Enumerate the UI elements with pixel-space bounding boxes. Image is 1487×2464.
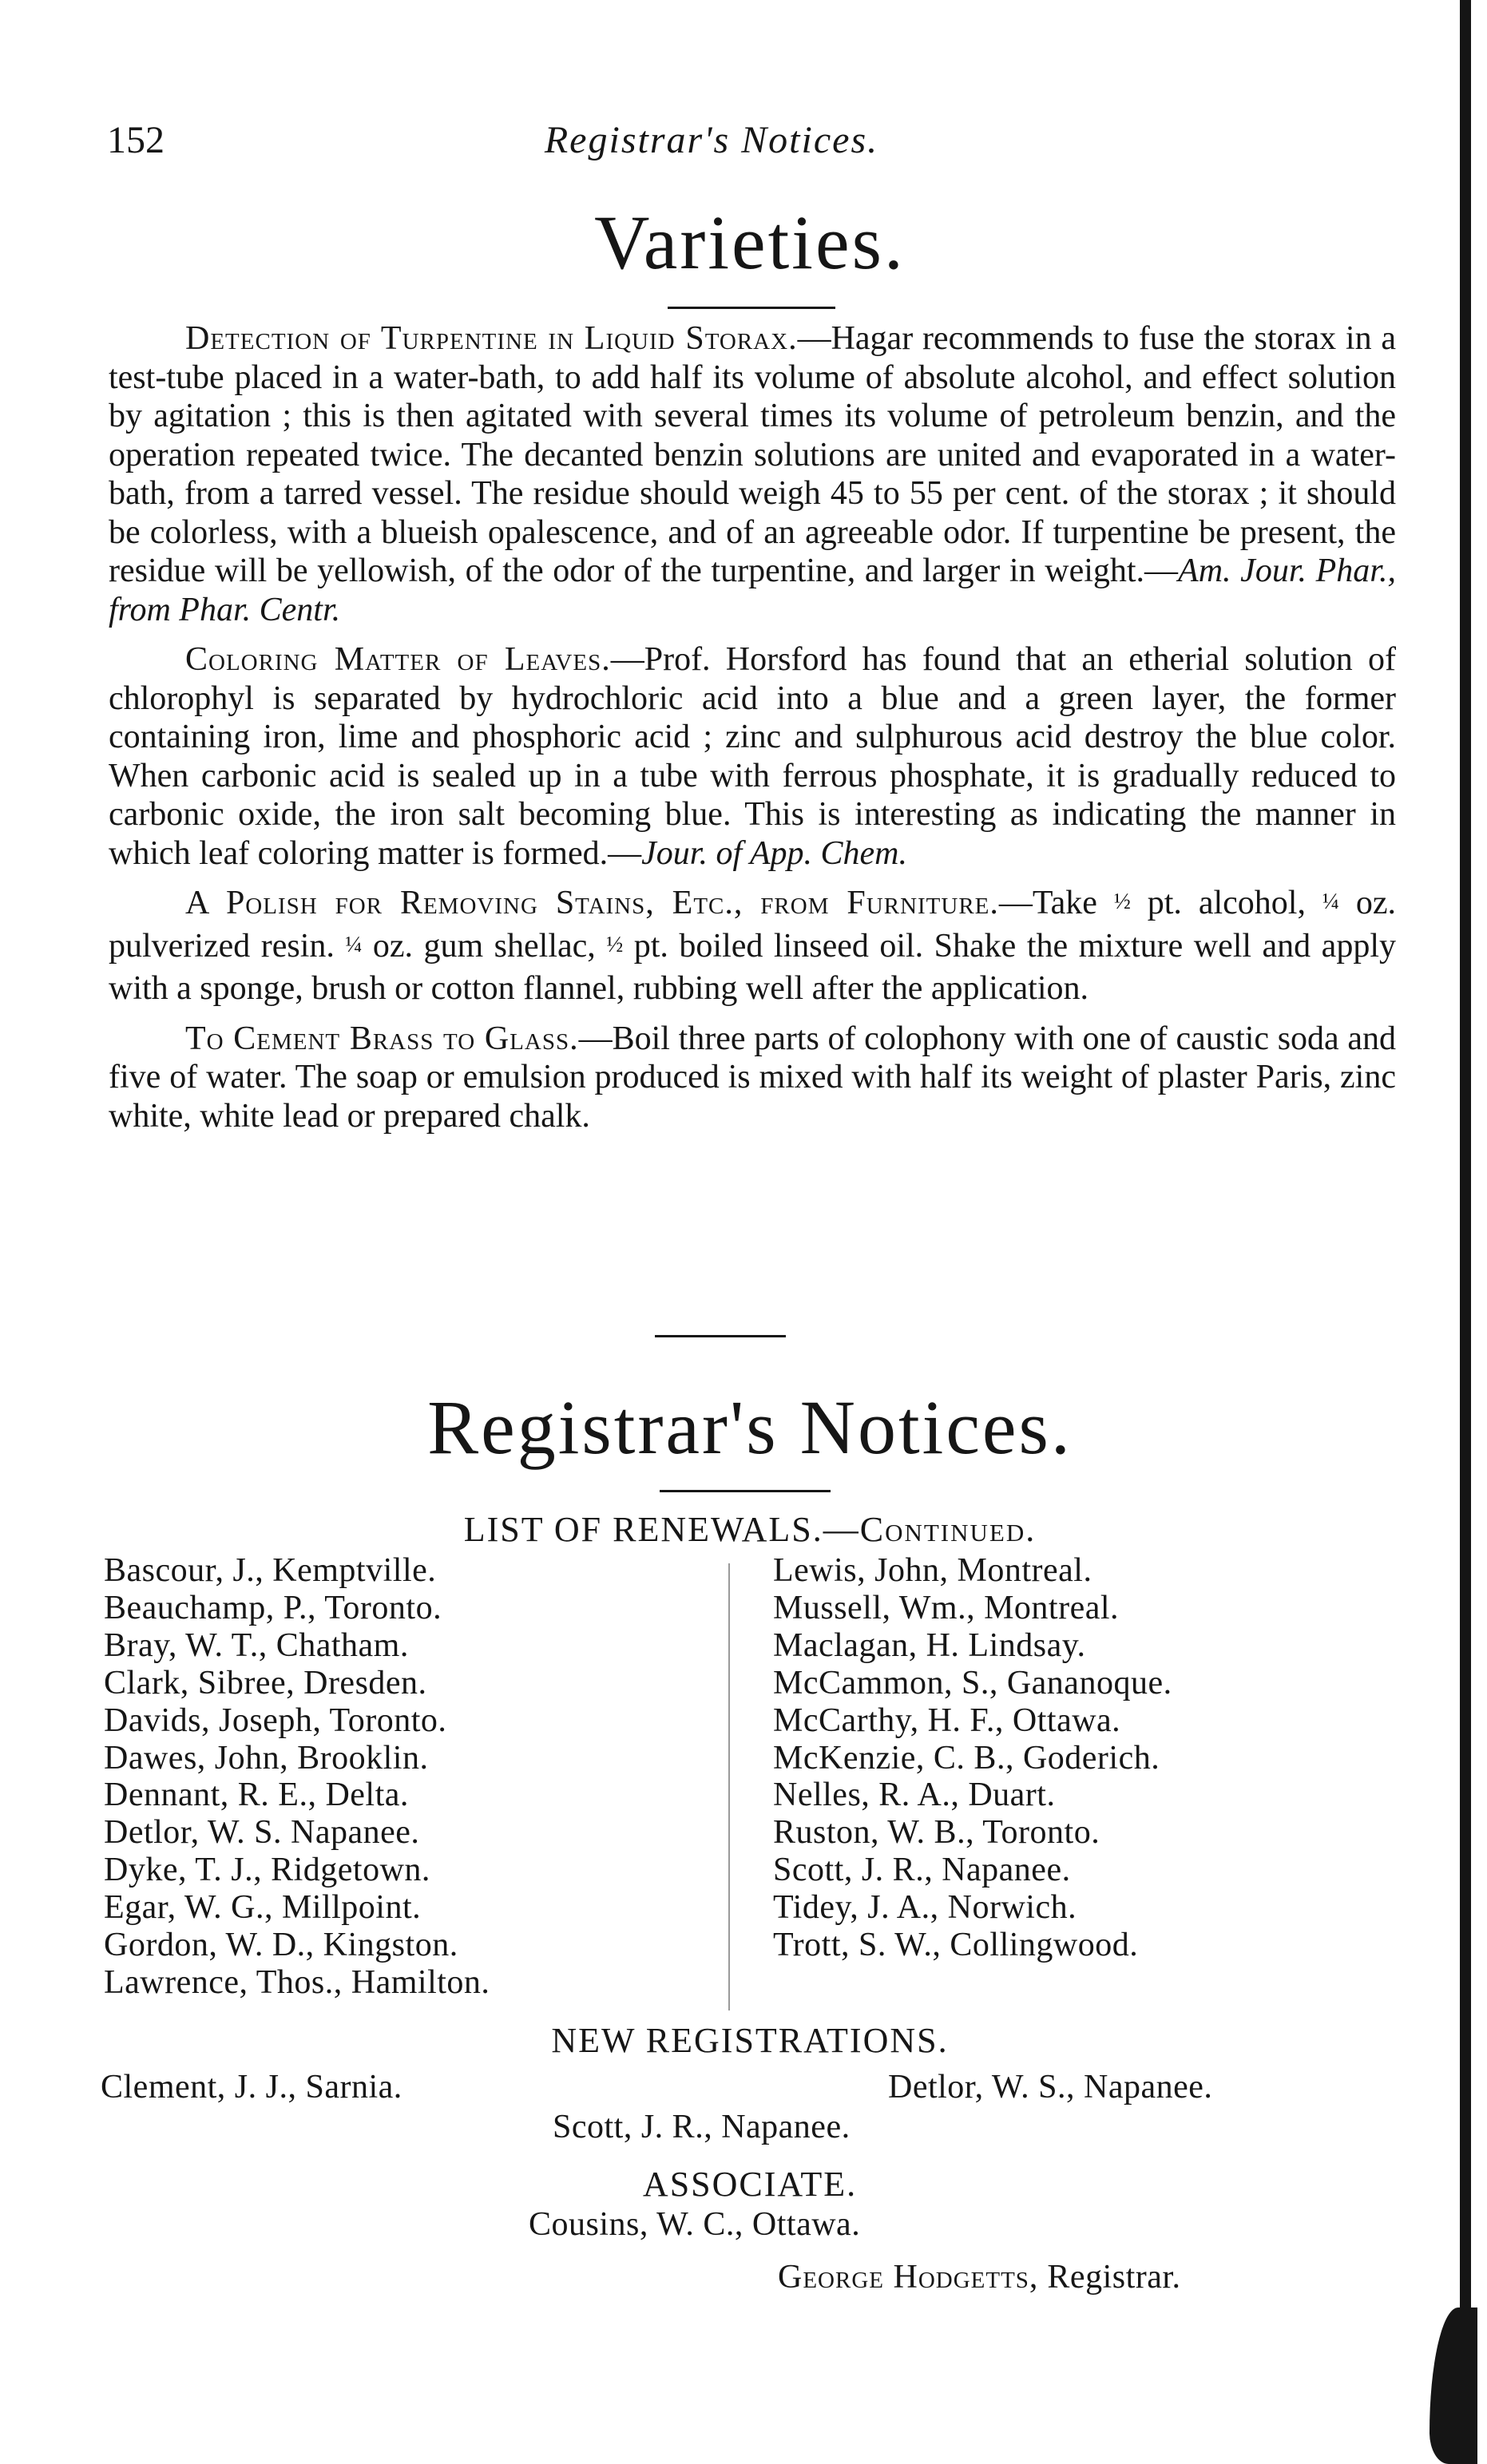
article-body: oz. pulverized resin. <box>109 885 1396 965</box>
article-source: Am. Jour. Phar., from Phar. Centr. <box>109 553 1396 628</box>
article-heading: Coloring Matter of Leaves. <box>185 641 611 678</box>
article-heading: Detection of Turpentine in Liquid Storax. <box>185 320 798 357</box>
signature-role: Registrar. <box>1038 2259 1181 2296</box>
article-body: oz. gum shellac, <box>362 927 607 965</box>
list-item: Dyke, T. J., Ridgetown. <box>104 1852 430 1889</box>
list-item: Egar, W. G., Millpoint. <box>104 1889 422 1927</box>
new-registrations-heading: NEW REGISTRATIONS. <box>551 2021 949 2060</box>
column-divider <box>728 1563 730 2010</box>
new-registration-entry: Clement, J. J., Sarnia. <box>101 2069 402 2105</box>
fraction: ½ <box>606 932 624 957</box>
list-item: McCarthy, H. F., Ottawa. <box>773 1701 1121 1739</box>
list-item: Dennant, R. E., Delta. <box>104 1777 409 1814</box>
list-item: McKenzie, C. B., Goderich. <box>773 1739 1160 1777</box>
list-item: Maclagan, H. Lindsay. <box>773 1626 1086 1664</box>
article-polish <box>109 884 1396 1008</box>
renewals-heading <box>107 1509 1393 1550</box>
associate-entry: Cousins, W. C., Ottawa. <box>529 2206 861 2243</box>
article-source: Jour. of App. Chem. <box>641 834 908 872</box>
renewals-heading-text: LIST OF RENEWALS. <box>463 1510 823 1549</box>
list-item: Nelles, R. A., Duart. <box>773 1777 1056 1814</box>
list-item: McCammon, S., Gananoque. <box>773 1664 1172 1701</box>
list-item: Mussell, Wm., Montreal. <box>773 1589 1120 1626</box>
article-turpentine <box>109 319 1396 629</box>
signature-name: George Hodgetts, <box>778 2259 1039 2296</box>
list-item: Ruston, W. B., Toronto. <box>773 1814 1100 1852</box>
title-rule <box>668 307 835 309</box>
page-edge-shadow <box>1460 0 1471 2464</box>
list-item: Gordon, W. D., Kingston. <box>104 1927 458 1964</box>
list-item: Davids, Joseph, Toronto. <box>104 1701 447 1739</box>
article-body: —Prof. Horsford has found that an etherial solution of chlorophyl is separated by hydrochloric acid into a blue and a green layer, the former containing iron, lime and phosphoric acid ; zinc and sulphurous acid destroy the blue color. When carbonic acid is sealed up in a tube with ferrous phosphate, it is gradually reduced to carbonic oxide, the iron salt becoming blue. This is interesting as indicating the manner in which leaf coloring matter is formed.— <box>109 641 1396 872</box>
fraction: ¼ <box>345 932 363 957</box>
new-registration-entry: Scott, J. R., Napanee. <box>553 2109 851 2145</box>
fraction: ¼ <box>1322 889 1339 914</box>
title-rule <box>660 1490 831 1492</box>
renewals-left-column <box>104 1552 490 2002</box>
article-body: —Boil three parts of colophony with one of caustic soda and five of water. The soap or emulsion produced is mixed with half its weight of plaster Paris, zinc white, white lead or prepared chalk. <box>109 1020 1397 1135</box>
page-edge-blot <box>1430 2308 1477 2464</box>
varieties-title: Varieties. <box>594 200 906 285</box>
varieties-articles <box>109 319 1396 1147</box>
list-item: Beauchamp, P., Toronto. <box>104 1589 442 1626</box>
section-rule <box>655 1335 786 1337</box>
notices-title: Registrar's Notices. <box>427 1385 1073 1470</box>
renewals-right-column <box>773 1552 1172 1964</box>
page-number: 152 <box>107 119 165 161</box>
list-item: Clark, Sibree, Dresden. <box>104 1664 427 1701</box>
article-body: —Hagar recommends to fuse the storax in a test-tube placed in a water-bath, to add half its volume of absolute alcohol, and effect solution by agitation ; this is then agitated with several times its volume of petroleum benzin, and the operation repeated twice. The decanted benzin solutions are united and evaporated in a water-bath, from a tarred vessel. The residue should weigh 45 to 55 per cent. of the storax ; it should be colorless, with a blueish opalescence, and of an agreeable odor. If turpentine be present, the residue will be yellowish, of the odor of the turpentine, and larger in weight.— <box>109 320 1396 589</box>
page-header <box>107 118 1316 174</box>
new-registration-entry: Detlor, W. S., Napanee. <box>888 2069 1213 2105</box>
fraction: ½ <box>1113 889 1131 914</box>
article-heading: To Cement Brass to Glass. <box>185 1020 579 1057</box>
article-leaves <box>109 640 1396 873</box>
list-item: Lewis, John, Montreal. <box>773 1552 1092 1589</box>
list-item: Trott, S. W., Collingwood. <box>773 1927 1139 1964</box>
list-item: Dawes, John, Brooklin. <box>104 1739 429 1777</box>
article-heading: A Polish for Removing Stains, Etc., from Furniture. <box>185 885 999 921</box>
running-title: Registrar's Notices. <box>544 119 879 161</box>
list-item: Scott, J. R., Napanee. <box>773 1852 1071 1889</box>
article-body: pt. alcohol, <box>1130 885 1322 921</box>
associate-heading: ASSOCIATE. <box>642 2165 858 2204</box>
list-item: Bray, W. T., Chatham. <box>104 1626 409 1664</box>
list-item: Bascour, J., Kemptville. <box>104 1552 437 1589</box>
article-body: —Take <box>998 885 1114 921</box>
article-body: pt. boiled linseed oil. Shake the mixture well and apply with a sponge, brush or cotton flannel, rubbing well after the application. <box>109 927 1396 1007</box>
list-item: Tidey, J. A., Norwich. <box>773 1889 1077 1927</box>
signature <box>778 2258 1181 2296</box>
list-item: Lawrence, Thos., Hamilton. <box>104 1963 490 2001</box>
article-cement <box>109 1020 1396 1136</box>
list-item: Detlor, W. S. Napanee. <box>104 1814 420 1852</box>
renewals-continued: —Continued. <box>823 1510 1037 1549</box>
